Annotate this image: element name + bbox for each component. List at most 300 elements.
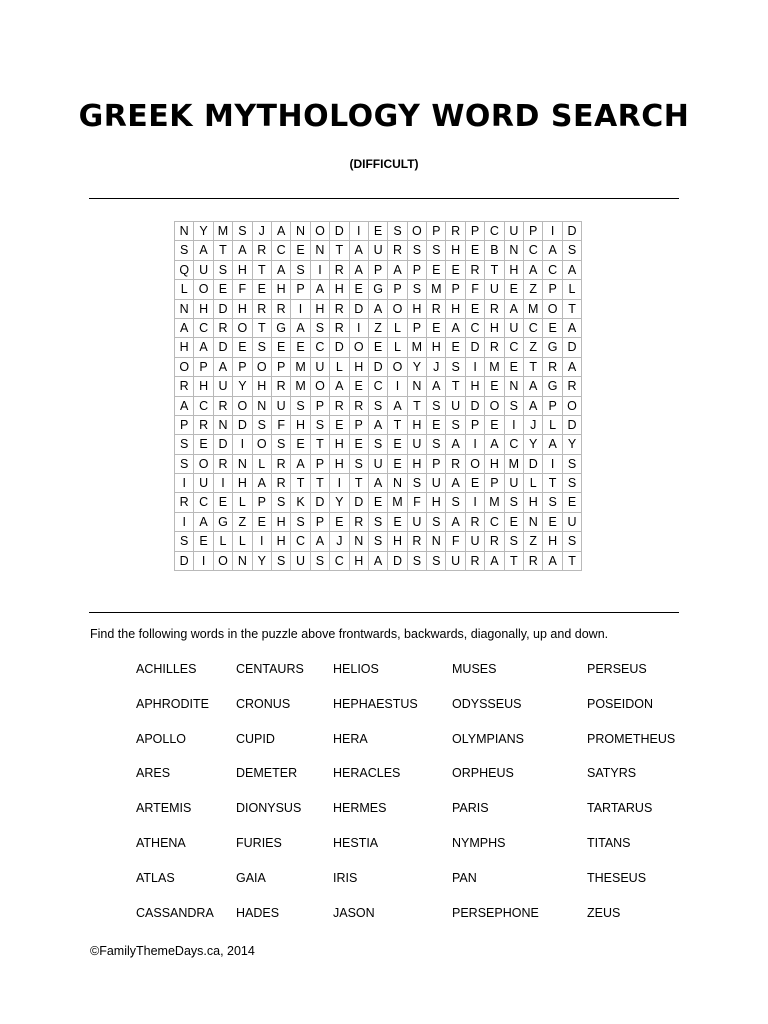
grid-cell[interactable]: K [291,493,310,512]
grid-cell[interactable]: N [175,300,194,319]
grid-cell[interactable]: H [330,280,349,299]
grid-cell[interactable]: H [388,532,407,551]
grid-cell[interactable]: E [291,338,310,357]
grid-cell[interactable]: I [233,435,252,454]
grid-cell[interactable]: P [233,358,252,377]
grid-cell[interactable]: S [427,435,446,454]
grid-cell[interactable]: C [466,319,485,338]
grid-cell[interactable]: H [466,377,485,396]
grid-cell[interactable]: S [446,358,465,377]
grid-cell[interactable]: T [485,261,504,280]
grid-cell[interactable]: O [194,280,213,299]
grid-cell[interactable]: S [291,261,310,280]
grid-cell[interactable]: P [311,513,330,532]
grid-cell[interactable]: U [194,474,213,493]
grid-cell[interactable]: P [466,222,485,241]
grid-cell[interactable]: R [330,261,349,280]
grid-cell[interactable]: E [291,435,310,454]
grid-cell[interactable]: S [408,552,427,571]
grid-cell[interactable]: A [253,474,272,493]
grid-cell[interactable]: D [233,416,252,435]
grid-cell[interactable]: I [505,416,524,435]
grid-cell[interactable]: A [427,377,446,396]
grid-cell[interactable]: S [253,416,272,435]
grid-cell[interactable]: A [233,241,252,260]
grid-cell[interactable]: E [388,455,407,474]
grid-cell[interactable]: T [291,474,310,493]
grid-cell[interactable]: O [233,397,252,416]
grid-cell[interactable]: D [214,338,233,357]
grid-cell[interactable]: S [291,397,310,416]
grid-cell[interactable]: T [563,300,582,319]
grid-cell[interactable]: A [388,397,407,416]
grid-cell[interactable]: E [543,513,562,532]
grid-cell[interactable]: E [563,493,582,512]
grid-cell[interactable]: D [214,300,233,319]
grid-cell[interactable]: P [485,474,504,493]
grid-cell[interactable]: T [524,358,543,377]
grid-cell[interactable]: S [446,416,465,435]
grid-cell[interactable]: S [214,261,233,280]
grid-cell[interactable]: E [194,435,213,454]
grid-cell[interactable]: A [524,261,543,280]
grid-cell[interactable]: D [175,552,194,571]
grid-cell[interactable]: P [175,416,194,435]
grid-cell[interactable]: Z [524,338,543,357]
grid-cell[interactable]: A [446,319,465,338]
grid-cell[interactable]: D [311,493,330,512]
grid-cell[interactable]: S [369,435,388,454]
grid-cell[interactable]: N [311,241,330,260]
grid-cell[interactable]: U [408,513,427,532]
grid-cell[interactable]: A [446,513,465,532]
grid-cell[interactable]: U [505,474,524,493]
grid-cell[interactable]: E [369,338,388,357]
grid-cell[interactable]: O [408,222,427,241]
grid-cell[interactable]: H [543,532,562,551]
grid-cell[interactable]: G [369,280,388,299]
grid-cell[interactable]: L [388,319,407,338]
grid-cell[interactable]: M [485,493,504,512]
grid-cell[interactable]: E [388,513,407,532]
grid-cell[interactable]: H [427,338,446,357]
grid-cell[interactable]: I [350,222,369,241]
grid-cell[interactable]: I [543,455,562,474]
grid-cell[interactable]: H [408,416,427,435]
grid-cell[interactable]: P [446,280,465,299]
grid-cell[interactable]: T [311,474,330,493]
grid-cell[interactable]: R [466,261,485,280]
grid-cell[interactable]: H [233,261,252,280]
grid-cell[interactable]: H [272,280,291,299]
grid-cell[interactable]: N [233,552,252,571]
grid-cell[interactable]: E [505,358,524,377]
grid-cell[interactable]: C [291,532,310,551]
grid-cell[interactable]: R [543,358,562,377]
grid-cell[interactable]: R [330,300,349,319]
grid-cell[interactable]: A [369,552,388,571]
grid-cell[interactable]: C [330,552,349,571]
grid-cell[interactable]: S [505,397,524,416]
grid-cell[interactable]: O [214,552,233,571]
grid-cell[interactable]: E [505,280,524,299]
grid-cell[interactable]: S [272,435,291,454]
grid-cell[interactable]: P [194,358,213,377]
grid-cell[interactable]: L [563,280,582,299]
grid-cell[interactable]: T [408,397,427,416]
grid-cell[interactable]: H [272,513,291,532]
grid-cell[interactable]: H [485,455,504,474]
grid-cell[interactable]: E [214,280,233,299]
grid-cell[interactable]: H [485,319,504,338]
grid-cell[interactable]: I [543,222,562,241]
grid-cell[interactable]: S [175,532,194,551]
grid-cell[interactable]: M [291,377,310,396]
grid-cell[interactable]: E [466,474,485,493]
grid-cell[interactable]: J [253,222,272,241]
grid-cell[interactable]: L [233,532,252,551]
grid-cell[interactable]: F [466,280,485,299]
grid-cell[interactable]: N [233,455,252,474]
grid-cell[interactable]: A [369,300,388,319]
grid-cell[interactable]: E [350,377,369,396]
grid-cell[interactable]: N [350,532,369,551]
grid-cell[interactable]: R [466,513,485,532]
grid-cell[interactable]: S [427,552,446,571]
grid-cell[interactable]: S [427,397,446,416]
grid-cell[interactable]: T [388,416,407,435]
grid-cell[interactable]: H [505,261,524,280]
grid-cell[interactable]: S [505,493,524,512]
grid-cell[interactable]: H [233,474,252,493]
grid-cell[interactable]: H [408,300,427,319]
grid-cell[interactable]: O [253,358,272,377]
grid-cell[interactable]: O [311,222,330,241]
grid-cell[interactable]: N [427,532,446,551]
grid-cell[interactable]: H [311,300,330,319]
grid-cell[interactable]: I [466,493,485,512]
grid-cell[interactable]: U [272,397,291,416]
grid-cell[interactable]: R [427,300,446,319]
grid-cell[interactable]: L [388,338,407,357]
grid-cell[interactable]: R [272,474,291,493]
grid-cell[interactable]: Y [194,222,213,241]
grid-cell[interactable]: S [563,455,582,474]
grid-cell[interactable]: M [291,358,310,377]
grid-cell[interactable]: B [485,241,504,260]
grid-cell[interactable]: E [388,435,407,454]
grid-cell[interactable]: N [524,513,543,532]
grid-cell[interactable]: R [272,300,291,319]
grid-cell[interactable]: A [311,532,330,551]
grid-cell[interactable]: P [543,280,562,299]
grid-cell[interactable]: I [466,358,485,377]
grid-cell[interactable]: U [427,474,446,493]
grid-cell[interactable]: S [563,474,582,493]
grid-cell[interactable]: E [272,338,291,357]
grid-cell[interactable]: R [524,552,543,571]
grid-cell[interactable]: S [253,338,272,357]
grid-cell[interactable]: U [446,397,465,416]
grid-cell[interactable]: R [563,377,582,396]
grid-cell[interactable]: A [485,435,504,454]
grid-cell[interactable]: L [543,416,562,435]
grid-cell[interactable]: N [291,222,310,241]
grid-cell[interactable]: S [311,319,330,338]
grid-cell[interactable]: I [311,261,330,280]
grid-cell[interactable]: S [408,474,427,493]
grid-cell[interactable]: P [272,358,291,377]
grid-cell[interactable]: C [194,493,213,512]
grid-cell[interactable]: E [446,338,465,357]
grid-cell[interactable]: A [543,552,562,571]
grid-cell[interactable]: R [214,319,233,338]
grid-cell[interactable]: D [350,493,369,512]
grid-cell[interactable]: M [505,455,524,474]
grid-cell[interactable]: M [214,222,233,241]
grid-cell[interactable]: A [194,338,213,357]
grid-cell[interactable]: U [311,358,330,377]
grid-cell[interactable]: T [350,474,369,493]
grid-cell[interactable]: H [408,455,427,474]
grid-cell[interactable]: P [408,319,427,338]
grid-cell[interactable]: O [543,300,562,319]
grid-cell[interactable]: P [388,280,407,299]
grid-cell[interactable]: U [369,241,388,260]
grid-cell[interactable]: R [446,455,465,474]
grid-cell[interactable]: A [214,358,233,377]
grid-cell[interactable]: R [272,455,291,474]
grid-cell[interactable]: C [524,319,543,338]
grid-cell[interactable]: U [505,319,524,338]
grid-cell[interactable]: N [408,377,427,396]
grid-cell[interactable]: P [311,455,330,474]
grid-cell[interactable]: J [427,358,446,377]
grid-cell[interactable]: H [272,532,291,551]
grid-cell[interactable]: O [388,300,407,319]
grid-cell[interactable]: O [350,338,369,357]
grid-cell[interactable]: I [194,552,213,571]
grid-cell[interactable]: A [291,319,310,338]
grid-cell[interactable]: L [330,358,349,377]
grid-cell[interactable]: H [291,416,310,435]
grid-cell[interactable]: U [446,552,465,571]
grid-cell[interactable]: A [446,474,465,493]
grid-cell[interactable]: A [524,397,543,416]
grid-cell[interactable]: D [563,222,582,241]
grid-cell[interactable]: N [253,397,272,416]
grid-cell[interactable]: O [253,435,272,454]
grid-cell[interactable]: E [427,261,446,280]
grid-cell[interactable]: H [524,493,543,512]
grid-cell[interactable]: Y [524,435,543,454]
grid-cell[interactable]: S [408,241,427,260]
grid-cell[interactable]: P [466,416,485,435]
grid-cell[interactable]: A [369,416,388,435]
grid-cell[interactable]: I [291,300,310,319]
grid-cell[interactable]: R [350,513,369,532]
grid-cell[interactable]: Z [233,513,252,532]
grid-cell[interactable]: A [350,261,369,280]
grid-cell[interactable]: A [563,261,582,280]
grid-cell[interactable]: F [446,532,465,551]
grid-cell[interactable]: P [543,397,562,416]
grid-cell[interactable]: D [466,338,485,357]
grid-cell[interactable]: U [563,513,582,532]
grid-cell[interactable]: D [466,397,485,416]
grid-cell[interactable]: T [505,552,524,571]
grid-cell[interactable]: M [524,300,543,319]
grid-cell[interactable]: N [175,222,194,241]
grid-cell[interactable]: T [330,241,349,260]
grid-cell[interactable]: C [505,338,524,357]
grid-cell[interactable]: E [369,493,388,512]
grid-cell[interactable]: S [446,493,465,512]
grid-cell[interactable]: A [350,241,369,260]
grid-cell[interactable]: H [350,552,369,571]
grid-cell[interactable]: T [253,319,272,338]
grid-cell[interactable]: A [175,319,194,338]
grid-cell[interactable]: G [543,377,562,396]
grid-cell[interactable]: R [214,397,233,416]
grid-cell[interactable]: I [388,377,407,396]
grid-cell[interactable]: M [485,358,504,377]
grid-cell[interactable]: S [369,513,388,532]
grid-cell[interactable]: H [194,377,213,396]
grid-cell[interactable]: E [330,513,349,532]
grid-cell[interactable]: C [485,222,504,241]
grid-cell[interactable]: S [233,222,252,241]
grid-cell[interactable]: S [175,455,194,474]
grid-cell[interactable]: U [505,222,524,241]
grid-cell[interactable]: N [214,416,233,435]
grid-cell[interactable]: D [330,338,349,357]
grid-cell[interactable]: A [505,300,524,319]
grid-cell[interactable]: T [214,241,233,260]
grid-cell[interactable]: E [485,416,504,435]
grid-cell[interactable]: D [330,222,349,241]
grid-cell[interactable]: L [214,532,233,551]
grid-cell[interactable]: E [350,435,369,454]
grid-cell[interactable]: N [505,377,524,396]
grid-cell[interactable]: S [350,455,369,474]
grid-cell[interactable]: E [485,377,504,396]
grid-cell[interactable]: R [485,338,504,357]
grid-cell[interactable]: S [175,435,194,454]
grid-cell[interactable]: A [272,261,291,280]
grid-cell[interactable]: P [408,261,427,280]
grid-cell[interactable]: U [194,261,213,280]
grid-cell[interactable]: E [194,532,213,551]
grid-cell[interactable]: M [388,493,407,512]
grid-cell[interactable]: E [214,493,233,512]
grid-cell[interactable]: S [311,552,330,571]
grid-cell[interactable]: Y [563,435,582,454]
grid-cell[interactable]: D [563,416,582,435]
grid-cell[interactable]: R [253,241,272,260]
grid-cell[interactable]: A [291,455,310,474]
grid-cell[interactable]: C [194,397,213,416]
grid-cell[interactable]: A [543,241,562,260]
grid-cell[interactable]: E [350,280,369,299]
grid-cell[interactable]: R [485,300,504,319]
grid-cell[interactable]: A [194,241,213,260]
grid-cell[interactable]: E [446,261,465,280]
grid-cell[interactable]: T [563,552,582,571]
grid-cell[interactable]: T [446,377,465,396]
grid-cell[interactable]: A [563,319,582,338]
grid-cell[interactable]: F [233,280,252,299]
grid-cell[interactable]: J [524,416,543,435]
grid-cell[interactable]: R [330,319,349,338]
grid-cell[interactable]: A [485,552,504,571]
grid-cell[interactable]: E [543,319,562,338]
grid-cell[interactable]: R [214,455,233,474]
grid-cell[interactable]: Y [408,358,427,377]
grid-cell[interactable]: N [388,474,407,493]
grid-cell[interactable]: R [466,552,485,571]
grid-cell[interactable]: I [330,474,349,493]
grid-cell[interactable]: U [466,532,485,551]
grid-cell[interactable]: E [253,513,272,532]
grid-cell[interactable]: Z [369,319,388,338]
grid-cell[interactable]: H [330,435,349,454]
grid-cell[interactable]: I [350,319,369,338]
grid-cell[interactable]: S [563,241,582,260]
grid-cell[interactable]: M [408,338,427,357]
grid-cell[interactable]: U [369,455,388,474]
grid-cell[interactable]: A [446,435,465,454]
grid-cell[interactable]: I [175,513,194,532]
grid-cell[interactable]: P [524,222,543,241]
grid-cell[interactable]: O [194,455,213,474]
grid-cell[interactable]: R [175,377,194,396]
grid-cell[interactable]: R [485,532,504,551]
grid-cell[interactable]: A [194,513,213,532]
grid-cell[interactable]: E [330,416,349,435]
grid-cell[interactable]: S [427,513,446,532]
grid-cell[interactable]: H [350,358,369,377]
grid-cell[interactable]: C [369,377,388,396]
grid-cell[interactable]: R [446,222,465,241]
grid-cell[interactable]: O [485,397,504,416]
grid-cell[interactable]: Z [524,280,543,299]
grid-cell[interactable]: O [233,319,252,338]
grid-cell[interactable]: O [563,397,582,416]
grid-cell[interactable]: H [233,300,252,319]
grid-cell[interactable]: E [427,319,446,338]
grid-cell[interactable]: S [369,532,388,551]
grid-cell[interactable]: U [214,377,233,396]
grid-cell[interactable]: E [505,513,524,532]
grid-cell[interactable]: S [543,493,562,512]
grid-cell[interactable]: D [524,455,543,474]
grid-cell[interactable]: F [272,416,291,435]
grid-cell[interactable]: N [505,241,524,260]
grid-cell[interactable]: C [194,319,213,338]
grid-cell[interactable]: S [175,241,194,260]
grid-cell[interactable]: G [272,319,291,338]
grid-cell[interactable]: Y [330,493,349,512]
grid-cell[interactable]: J [330,532,349,551]
grid-cell[interactable]: I [466,435,485,454]
grid-cell[interactable]: E [466,241,485,260]
grid-cell[interactable]: E [233,338,252,357]
grid-cell[interactable]: A [543,435,562,454]
grid-cell[interactable]: P [427,455,446,474]
grid-cell[interactable]: S [272,552,291,571]
grid-cell[interactable]: E [427,416,446,435]
